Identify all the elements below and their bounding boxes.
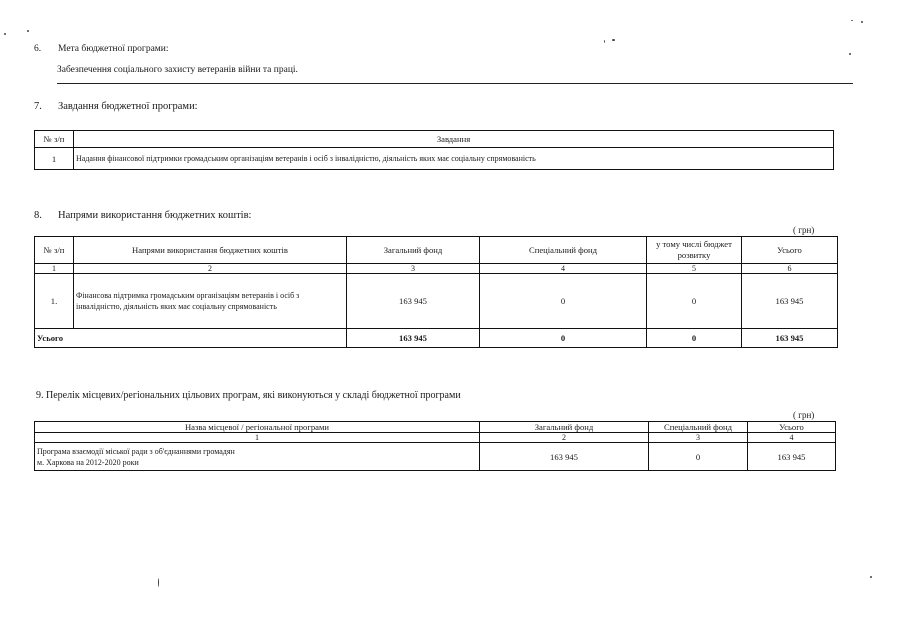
dir-index-3: 3	[347, 264, 480, 274]
dir-header-general: Загальний фонд	[347, 237, 480, 264]
dir-row-num: 1.	[35, 274, 74, 329]
dir-total-dev: 0	[647, 329, 742, 348]
dir-row-dev: 0	[647, 274, 742, 329]
programs-table	[34, 421, 836, 471]
dir-total-special: 0	[480, 329, 647, 348]
section-6-rule	[57, 83, 853, 84]
dir-header-num: № з/п	[35, 237, 74, 264]
scan-speck	[604, 40, 605, 43]
dir-index-5: 5	[647, 264, 742, 274]
dir-total-general: 163 945	[347, 329, 480, 348]
section-9-unit: ( грн)	[793, 410, 815, 420]
dir-total-total: 163 945	[742, 329, 838, 348]
prog-header-general: Загальний фонд	[480, 422, 649, 433]
prog-header-special: Спеціальний фонд	[649, 422, 748, 433]
tasks-row-num: 1	[35, 148, 74, 170]
section-7-heading: Завдання бюджетної програми:	[58, 101, 198, 112]
section-8-unit: ( грн)	[793, 225, 815, 235]
dir-index-4: 4	[480, 264, 647, 274]
section-8-heading: Напрями використання бюджетних коштів:	[58, 210, 252, 221]
prog-index-2: 2	[480, 433, 649, 443]
section-7-number: 7.	[34, 101, 42, 112]
prog-row-name	[35, 443, 480, 471]
tasks-header-num: № з/п	[35, 131, 74, 148]
dir-row-general: 163 945	[347, 274, 480, 329]
prog-header-total: Усього	[748, 422, 836, 433]
section-6-number: 6.	[34, 44, 42, 54]
section-8-title	[34, 210, 251, 221]
scan-speck	[4, 33, 6, 35]
tasks-row-task: Надання фінансової підтримки громадським організаціям ветеранів і осіб з інвалідністю, діяльність яких має соціальну спрямованість	[74, 148, 834, 170]
section-6-heading: Мета бюджетної програми:	[58, 44, 169, 54]
dir-index-1: 1	[35, 264, 74, 274]
prog-row-total: 163 945	[748, 443, 836, 471]
prog-index-4: 4	[748, 433, 836, 443]
prog-index-3: 3	[649, 433, 748, 443]
dir-index-2: 2	[74, 264, 347, 274]
section-8-number: 8.	[34, 210, 42, 221]
prog-row-special: 0	[649, 443, 748, 471]
dir-row-special: 0	[480, 274, 647, 329]
directions-table	[34, 236, 838, 348]
dir-header-total: Усього	[742, 237, 838, 264]
tasks-header-task: Завдання	[74, 131, 834, 148]
scan-speck	[27, 30, 29, 32]
section-7-title	[34, 101, 198, 112]
prog-row-name-line1: Програма взаємодії міської ради з об'єднаннями громадян	[37, 446, 235, 456]
dir-row-total: 163 945	[742, 274, 838, 329]
scan-speck	[849, 53, 851, 55]
dir-header-special: Спеціальний фонд	[480, 237, 647, 264]
scan-speck	[851, 20, 853, 21]
section-6-text: Забезпечення соціального захисту ветеранів війни та праці.	[57, 65, 298, 75]
dir-header-dev: у тому числі бюджет розвитку	[647, 237, 742, 264]
prog-row-name-line2: м. Харкова на 2012-2020 роки	[37, 457, 139, 467]
dir-total-label: Усього	[35, 329, 347, 348]
dir-row-direction: Фінансова підтримка громадським організаціям ветеранів і осіб з інвалідністю, діяльність яких має соціальну спрямованість	[74, 274, 347, 329]
section-9-title: 9. Перелік місцевих/регіональних цільових програм, які виконуються у складі бюджетної програми	[36, 390, 461, 401]
section-6-title	[34, 44, 169, 54]
scan-speck	[612, 39, 615, 41]
prog-index-1: 1	[35, 433, 480, 443]
scan-speck	[158, 578, 159, 587]
prog-row-general: 163 945	[480, 443, 649, 471]
prog-header-name: Назва місцевої / регіональної програми	[35, 422, 480, 433]
dir-index-6: 6	[742, 264, 838, 274]
scan-speck	[861, 21, 863, 23]
tasks-table	[34, 130, 834, 170]
dir-header-direction: Напрями використання бюджетних коштів	[74, 237, 347, 264]
scan-speck	[870, 576, 872, 578]
